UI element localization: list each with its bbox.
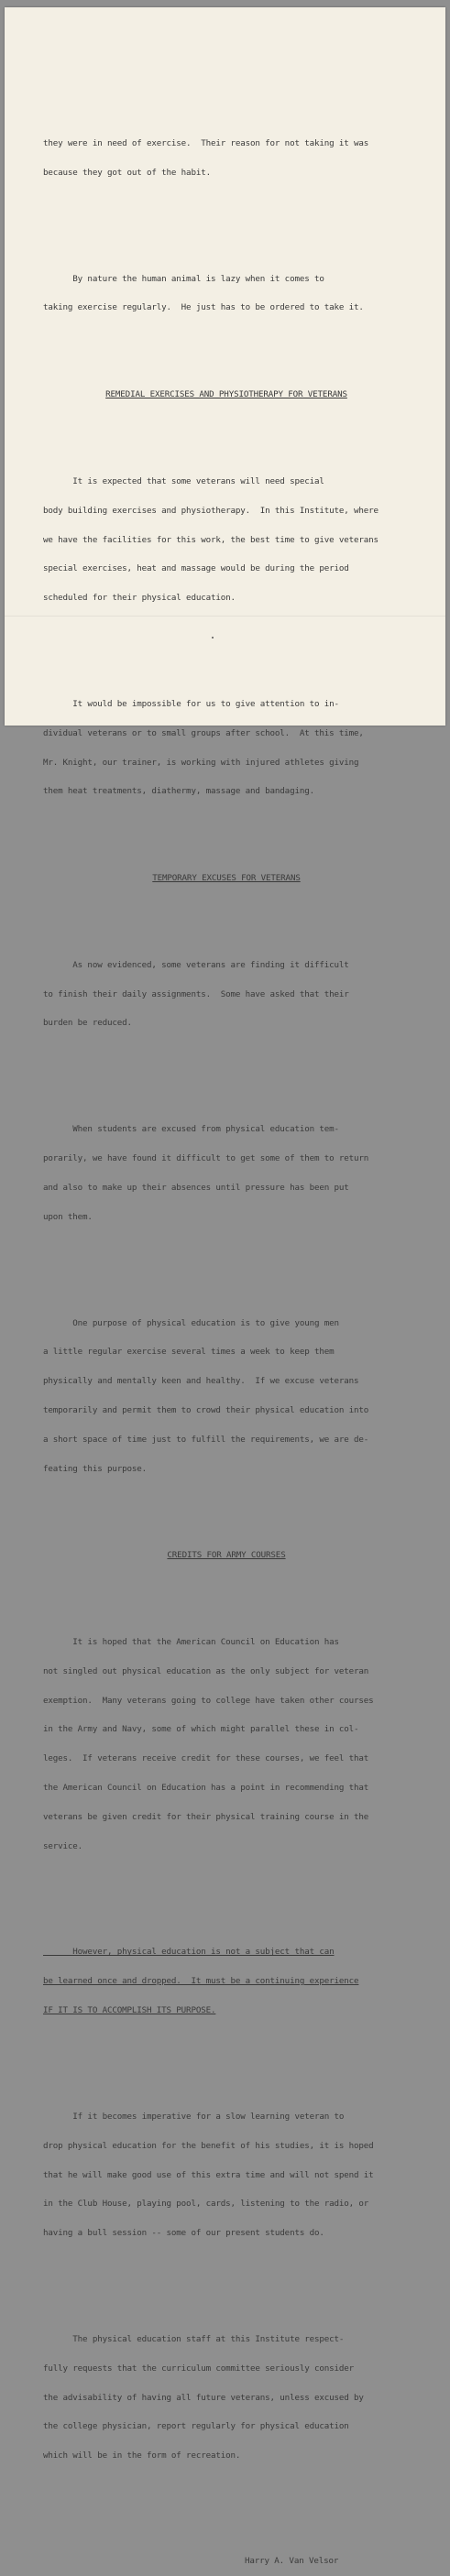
paragraph-purpose: [43, 1299, 410, 1493]
text-line: drop physical education for the benefit of his studies, it is hoped: [43, 2140, 374, 2151]
text-line: a little regular exercise several times a week to keep them: [43, 1347, 335, 1358]
text-line: As now evidenced, some veterans are finding it difficult: [43, 959, 349, 970]
text-line: body building exercises and physiotherapy. In this Institute, where: [43, 505, 379, 516]
section-heading-remedial: REMEDIAL EXERCISES AND PHYSIOTHERAPY FOR VETERANS: [105, 389, 347, 400]
text-line: When students are excused from physical education tem-: [43, 1124, 339, 1135]
text-line: a short space of time just to fulfill the requirements, we are de-: [43, 1434, 369, 1445]
paragraph-slow-learner: [43, 2093, 410, 2258]
text-line: upon them.: [43, 1211, 93, 1222]
paragraph-physiotherapy: [43, 458, 410, 623]
underlined-text-line: IF IT IS TO ACCOMPLISH ITS PURPOSE.: [43, 2005, 216, 2016]
text-line: in the Club House, playing pool, cards, listening to the radio, or: [43, 2199, 369, 2210]
text-line: porarily, we have found it difficult to get some of them to return: [43, 1153, 369, 1164]
section-heading-temporary-excuses: TEMPORARY EXCUSES FOR VETERANS: [152, 873, 301, 884]
text-line: burden be reduced.: [43, 1018, 132, 1029]
text-line: fully requests that the curriculum committee seriously consider: [43, 2363, 355, 2374]
typed-page: [43, 91, 410, 2576]
paragraph-continuing-experience: [43, 1928, 410, 2036]
text-line: It would be impossible for us to give attention to in-: [43, 699, 339, 710]
text-line: If it becomes imperative for a slow learning veteran to: [43, 2111, 345, 2122]
paragraph-habit: [43, 120, 410, 198]
text-line: The physical education staff at this Institute respect-: [43, 2334, 345, 2345]
text-line: we have the facilities for this work, the best time to give veterans: [43, 534, 379, 545]
paragraph-difficult: [43, 942, 410, 1049]
text-line: special exercises, heat and massage would be during the period: [43, 563, 349, 574]
text-line: leges. If veterans receive credit for these courses, we feel that: [43, 1753, 369, 1764]
text-line: veterans be given credit for their physical training course in the: [43, 1811, 369, 1822]
text-line: physically and mentally keen and healthy. If we excuse veterans: [43, 1376, 359, 1387]
paragraph-trainer: [43, 681, 410, 816]
text-line: not singled out physical education as the only subject for veteran: [43, 1665, 369, 1676]
text-line: and also to make up their absences until pressure has been put: [43, 1182, 349, 1193]
paragraph-lazy: [43, 256, 410, 333]
text-line: It is expected that some veterans will need special: [43, 475, 324, 486]
text-line: taking exercise regularly. He just has to be ordered to take it.: [43, 302, 364, 313]
text-line: to finish their daily assignments. Some have asked that their: [43, 988, 349, 999]
text-line: because they got out of the habit.: [43, 167, 211, 178]
underlined-text-line: However, physical education is not a subject that can: [43, 1947, 335, 1958]
text-line: which will be in the form of recreation.: [43, 2450, 241, 2461]
paragraph-council: [43, 1619, 410, 1871]
text-line: scheduled for their physical education.: [43, 593, 236, 604]
text-line: that he will make good use of this extra time and will not spend it: [43, 2169, 374, 2180]
paragraph-excused: [43, 1106, 410, 1241]
text-line: temporarily and permit them to crowd their physical education into: [43, 1405, 369, 1415]
text-line: service.: [43, 1840, 83, 1851]
underlined-text-line: be learned once and dropped. It must be a continuing experience: [43, 1976, 359, 1987]
text-line: By nature the human animal is lazy when it comes to: [43, 273, 324, 284]
text-line: the advisability of having all future veterans, unless excused by: [43, 2392, 364, 2403]
signature: Harry A. Van Velsor: [245, 2555, 339, 2566]
paragraph-request: [43, 2316, 410, 2481]
text-line: dividual veterans or to small groups after school. At this time,: [43, 727, 364, 738]
text-line: having a bull session -- some of our present students do.: [43, 2228, 324, 2239]
text-line: One purpose of physical education is to give young men: [43, 1317, 339, 1328]
text-line: exemption. Many veterans going to college have taken other courses: [43, 1695, 374, 1706]
text-line: the college physician, report regularly for physical education: [43, 2421, 349, 2432]
text-line: It is hoped that the American Council on Education has: [43, 1637, 339, 1648]
section-heading-army-credits: CREDITS FOR ARMY COURSES: [167, 1550, 286, 1561]
text-line: the American Council on Education has a point in recommending that: [43, 1782, 369, 1793]
text-line: they were in need of exercise. Their reason for not taking it was: [43, 137, 369, 148]
text-line: Mr. Knight, our trainer, is working with injured athletes giving: [43, 757, 359, 768]
text-line: them heat treatments, diathermy, massage and bandaging.: [43, 786, 314, 797]
text-line: in the Army and Navy, some of which might parallel these in col-: [43, 1724, 359, 1735]
text-line: feating this purpose.: [43, 1463, 148, 1474]
